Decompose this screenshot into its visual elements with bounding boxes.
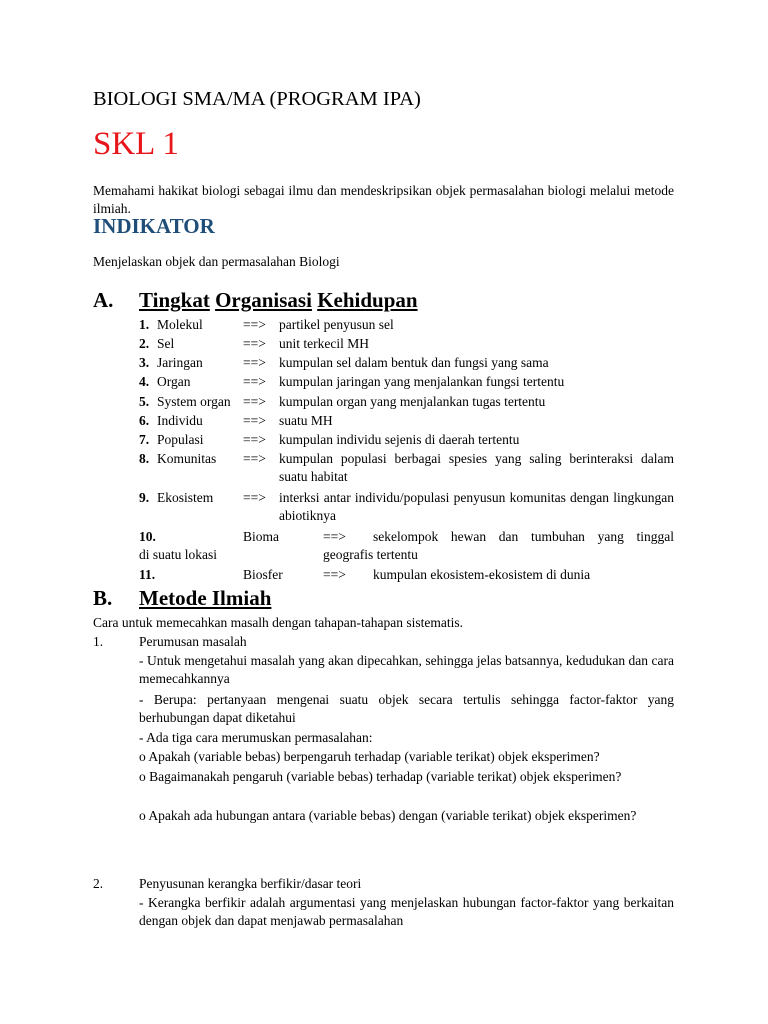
list-item-arrow: ==> [243, 336, 266, 351]
list-item-number: 10. [139, 529, 156, 544]
list-item-term: Sel [157, 336, 175, 351]
list-item-number: 8. [139, 451, 150, 466]
document-title: BIOLOGI SMA/MA (PROGRAM IPA) [93, 88, 421, 110]
list-item-desc: kumpulan jaringan yang menjalankan fungsi tertentu [279, 374, 565, 389]
section-b-title: Metode Ilmiah [139, 586, 272, 610]
list-item-number: 5. [139, 394, 150, 409]
step-title: Penyusunan kerangka berfikir/dasar teori [139, 876, 362, 891]
list-item-arrow: ==> [243, 374, 266, 389]
list-item-desc: kumpulan ekosistem-ekosistem di dunia [373, 567, 591, 582]
list-item-number: 6. [139, 413, 150, 428]
indikator-heading: INDIKATOR [93, 214, 215, 238]
list-item-term: Individu [157, 413, 203, 428]
step-paragraph: - Untuk mengetahui masalah yang akan dipecahkan, sehingga jelas batsannya, kedudukan dan cara memecahkannya [139, 653, 674, 686]
list-item-arrow: ==> [323, 567, 346, 582]
section-a-letter: A. [93, 288, 114, 312]
skl-description: Memahami hakikat biologi sebagai ilmu dan mendeskripsikan objek permasalahan biologi melalui metode ilmiah. [93, 183, 674, 216]
list-item-desc: partikel penyusun sel [279, 317, 394, 332]
list-item-number: 3. [139, 355, 150, 370]
list-item-number: 1. [139, 317, 150, 332]
list-item-arrow: ==> [243, 490, 266, 505]
list-item-arrow: ==> [243, 317, 266, 332]
section-a-title [139, 288, 418, 313]
list-item-term: Jaringan [157, 355, 203, 370]
skl-heading: SKL 1 [93, 126, 179, 162]
list-item-desc: kumpulan organ yang menjalankan tugas tertentu [279, 394, 546, 409]
list-item-arrow: ==> [243, 355, 266, 370]
list-item-term: Ekosistem [157, 490, 214, 505]
section-a-title-word: Kehidupan [317, 288, 418, 312]
list-item-desc: suatu MH [279, 413, 333, 428]
section-a-title-word: Tingkat [139, 288, 210, 312]
step-title: Perumusan masalah [139, 634, 247, 649]
list-item-cont: di suatu lokasi [139, 547, 217, 562]
list-item-desc: interksi antar individu/populasi penyusun komunitas dengan lingkungan abiotiknya [279, 490, 674, 523]
section-b-letter: B. [93, 586, 113, 610]
section-a-title-word: Organisasi [215, 288, 312, 312]
list-item-desc: kumpulan individu sejenis di daerah tertentu [279, 432, 520, 447]
step-paragraph: - Ada tiga cara merumuskan permasalahan: [139, 730, 373, 745]
list-item-arrow: ==> [243, 413, 266, 428]
section-b-intro: Cara untuk memecahkan masalh dengan tahapan-tahapan sistematis. [93, 615, 463, 630]
list-item-desc: sekelompok hewan dan tumbuhan yang tinggal [373, 529, 674, 544]
list-item-term: Populasi [157, 432, 204, 447]
list-item-cont: geografis tertentu [323, 547, 418, 562]
list-item-arrow: ==> [243, 451, 266, 466]
indikator-text: Menjelaskan objek dan permasalahan Biologi [93, 254, 340, 269]
step-number: 2. [93, 876, 104, 891]
list-item-term: Biosfer [243, 567, 283, 582]
question-item: o Bagaimanakah pengaruh (variable bebas) terhadap (variable terikat) objek eksperimen? [139, 769, 622, 784]
list-item-term: Molekul [157, 317, 203, 332]
list-item-term: Komunitas [157, 451, 217, 466]
list-item-number: 11. [139, 567, 156, 582]
list-item-number: 7. [139, 432, 150, 447]
list-item-term: Bioma [243, 529, 279, 544]
list-item-desc: kumpulan populasi berbagai spesies yang saling berinteraksi dalam suatu habitat [279, 451, 674, 484]
list-item-term: System organ [157, 394, 231, 409]
list-item-number: 9. [139, 490, 150, 505]
list-item-desc: kumpulan sel dalam bentuk dan fungsi yang sama [279, 355, 549, 370]
list-item-number: 4. [139, 374, 150, 389]
list-item-arrow: ==> [243, 394, 266, 409]
list-item-arrow: ==> [323, 529, 346, 544]
step-paragraph: - Berupa: pertanyaan mengenai suatu objek secara tertulis sehingga factor-faktor yang berhubungan dapat diketahui [139, 692, 674, 725]
step-number: 1. [93, 634, 104, 649]
list-item-desc: unit terkecil MH [279, 336, 369, 351]
list-item-number: 2. [139, 336, 150, 351]
question-item: o Apakah (variable bebas) berpengaruh terhadap (variable terikat) objek eksperimen? [139, 749, 600, 764]
list-item-arrow: ==> [243, 432, 266, 447]
list-item-term: Organ [157, 374, 191, 389]
step-paragraph: - Kerangka berfikir adalah argumentasi yang menjelaskan hubungan factor-faktor yang berkaitan dengan objek dan dapat menjawab permasalahan [139, 895, 674, 928]
question-item: o Apakah ada hubungan antara (variable bebas) dengan (variable terikat) objek eksperimen? [139, 808, 637, 823]
